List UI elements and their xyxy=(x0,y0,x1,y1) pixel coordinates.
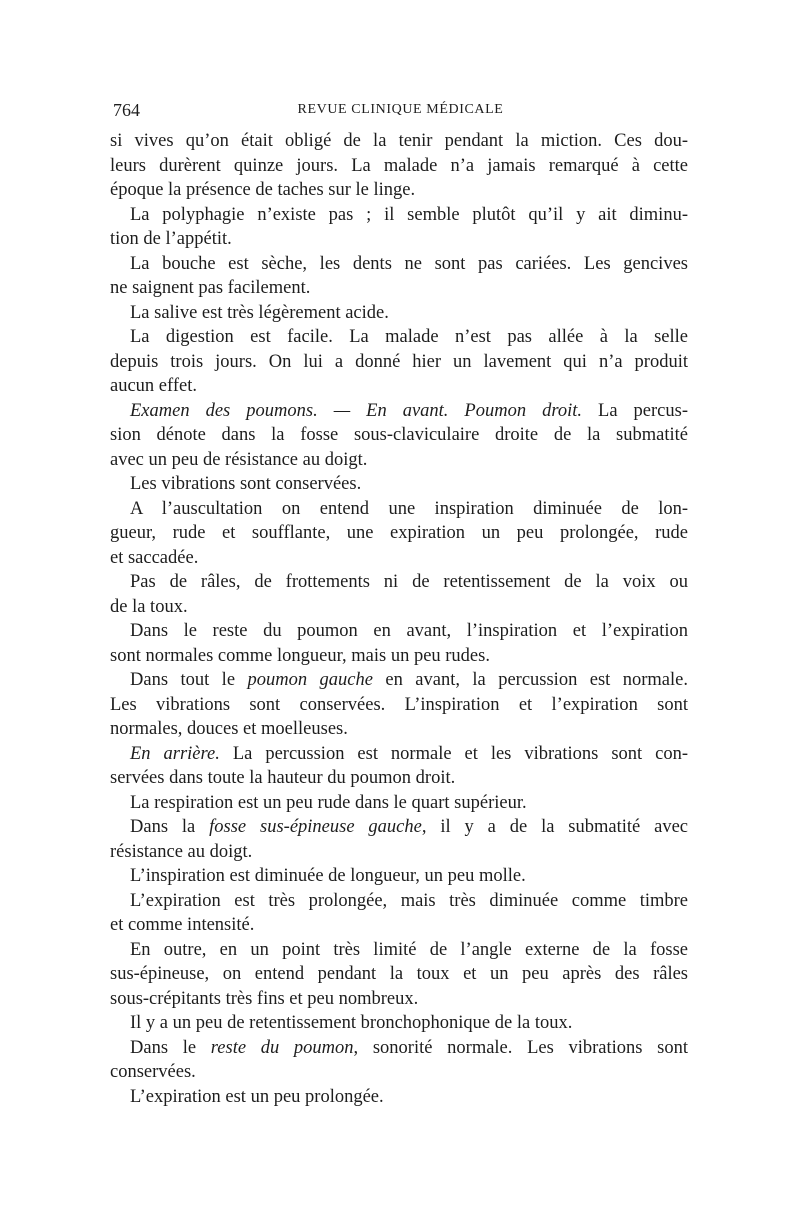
text-segment: Dans tout le xyxy=(130,670,248,690)
italic-text: poumon gauche xyxy=(247,670,373,690)
text-line: A l’auscultation on entend une inspiration diminuée de lon- xyxy=(130,498,688,519)
text-line: La respiration est un peu rude dans le quart supérieur. xyxy=(130,792,527,813)
text-line: résistance au doigt. xyxy=(110,841,253,862)
text-line: avec un peu de résistance au doigt. xyxy=(110,449,368,470)
text-line: L’inspiration est diminuée de longueur, un peu molle. xyxy=(130,866,526,886)
running-title: REVUE CLINIQUE MÉDICALE xyxy=(297,102,504,117)
italic-text: Examen des poumons. — En avant. Poumon droit. xyxy=(130,400,583,421)
body-text xyxy=(110,129,688,1109)
text-line: sont normales comme longueur, mais un peu rudes. xyxy=(110,645,490,666)
text-segment: La percus- xyxy=(582,400,688,421)
text-segment: , sonorité normale. Les vibrations sont xyxy=(353,1037,688,1058)
text-segment: Dans la xyxy=(130,817,210,837)
text-line: Pas de râles, de frottements ni de retentissement de la voix ou xyxy=(130,572,688,592)
text-line: gueur, rude et soufflante, une expiration un peu prolongée, rude xyxy=(110,523,688,543)
text-line: Les vibrations sont conservées. L’inspiration et l’expiration sont xyxy=(110,694,688,715)
italic-text: reste du poumon xyxy=(210,1037,354,1058)
text-line: servées dans toute la hauteur du poumon droit. xyxy=(110,768,456,788)
italic-text: En arrière. xyxy=(130,743,220,764)
text-line: Dans le reste du poumon en avant, l’inspiration et l’expiration xyxy=(130,621,688,641)
text-line: tion de l’appétit. xyxy=(110,229,232,249)
text-line: Il y a un peu de retentissement bronchophonique de la toux. xyxy=(130,1013,573,1033)
text-segment: La percussion est normale et les vibrations sont con- xyxy=(219,743,688,764)
text-line: Les vibrations sont conservées. xyxy=(130,474,362,494)
text-line: L’expiration est très prolongée, mais très diminuée comme timbre xyxy=(130,890,688,911)
text-segment: en avant, la percussion est normale. xyxy=(372,670,688,690)
text-segment: , il y a de la submatité avec xyxy=(421,817,688,837)
text-line: si vives qu’on était obligé de la tenir pendant la miction. Ces dou- xyxy=(110,131,688,151)
text-line: de la toux. xyxy=(110,596,188,617)
text-line xyxy=(110,668,688,693)
text-line: En outre, en un point très limité de l’angle externe de la fosse xyxy=(130,939,688,960)
text-line: La digestion est facile. La malade n’est pas allée à la selle xyxy=(130,327,688,347)
text-line: conservées. xyxy=(110,1062,196,1082)
text-line: et saccadée. xyxy=(110,547,199,568)
text-line: leurs durèrent quinze jours. La malade n’a jamais remarqué à cette xyxy=(110,155,688,176)
text-line: ne saignent pas facilement. xyxy=(110,278,311,298)
text-line: La bouche est sèche, les dents ne sont pas cariées. Les gencives xyxy=(130,253,688,274)
page-number: 764 xyxy=(113,100,140,120)
text-line xyxy=(110,815,688,840)
text-line xyxy=(110,399,688,424)
text-line: L’expiration est un peu prolongée. xyxy=(130,1086,384,1107)
text-line: La salive est très légèrement acide. xyxy=(130,302,389,323)
text-segment: Dans le xyxy=(130,1037,211,1058)
text-line: sion dénote dans la fosse sous-claviculaire droite de la submatité xyxy=(110,425,688,445)
text-line: sous-crépitants très fins et peu nombreux. xyxy=(110,988,419,1009)
text-line xyxy=(110,742,688,767)
page-header xyxy=(113,98,688,122)
text-line: et comme intensité. xyxy=(110,915,255,935)
text-line: sus-épineuse, on entend pendant la toux et un peu après des râles xyxy=(110,964,688,984)
text-line: depuis trois jours. On lui a donné hier un lavement qui n’a produit xyxy=(110,351,688,372)
text-line xyxy=(110,1036,688,1061)
text-line: La polyphagie n’existe pas ; il semble plutôt qu’il y ait diminu- xyxy=(130,204,688,225)
italic-text: fosse sus-épineuse gauche xyxy=(209,817,422,837)
text-line: aucun effet. xyxy=(110,376,197,396)
text-line: normales, douces et moelleuses. xyxy=(110,719,348,739)
text-line: époque la présence de taches sur le linge. xyxy=(110,180,416,200)
